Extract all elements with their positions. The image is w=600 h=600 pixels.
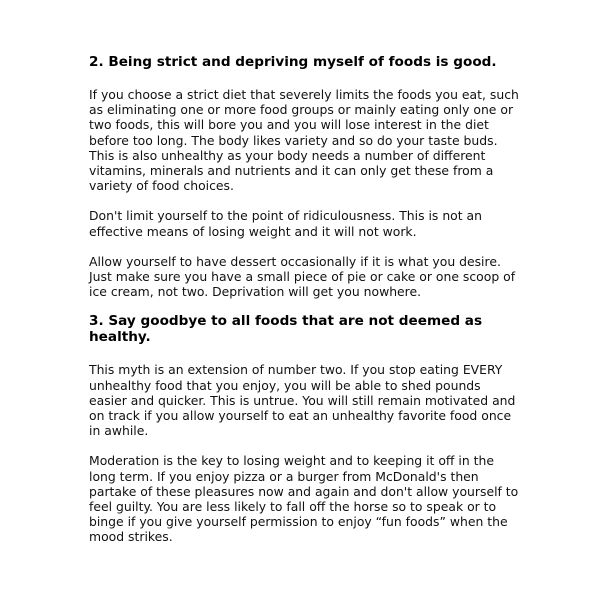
document-page xyxy=(89,54,521,560)
section-myth-2 xyxy=(89,54,521,299)
section-heading: 2. Being strict and depriving myself of foods is good. xyxy=(89,54,497,70)
paragraph: Moderation is the key to losing weight and to keeping it off in the long term. If you enjoy pizza or a burger from McDonald's then partake of these pleasures now and again and don't allow yourself to feel guilty. You are less likely to fall off the horse so to speak or to binge if you give yourself permission to enjoy “fun foods” when the mood strikes. xyxy=(89,453,519,545)
paragraph: Don't limit yourself to the point of ridiculousness. This is not an effective means of losing weight and it will not work. xyxy=(89,208,483,239)
paragraph: Allow yourself to have dessert occasionally if it is what you desire. Just make sure you have a small piece of pie or cake or one scoop of ice cream, not two. Deprivation will get you nowhere. xyxy=(89,253,516,300)
paragraph: This myth is an extension of number two. If you stop eating EVERY unhealthy food that you enjoy, you will be able to shed pounds easier and quicker. This is untrue. You will still remain motivated and on track if you allow yourself to eat an unhealthy favorite food once in awhile. xyxy=(89,362,516,439)
section-myth-3 xyxy=(89,313,521,544)
paragraph: If you choose a strict diet that severely limits the foods you eat, such as eliminating one or more food groups or mainly eating only one or two foods, this will bore you and you will lose interest in the diet before too long. The body likes variety and so do your taste buds. This is also unhealthy as your body needs a number of different vitamins, minerals and nutrients and it can only get these from a variety of food choices. xyxy=(89,87,519,194)
section-heading: 3. Say goodbye to all foods that are not deemed as healthy. xyxy=(89,313,483,346)
